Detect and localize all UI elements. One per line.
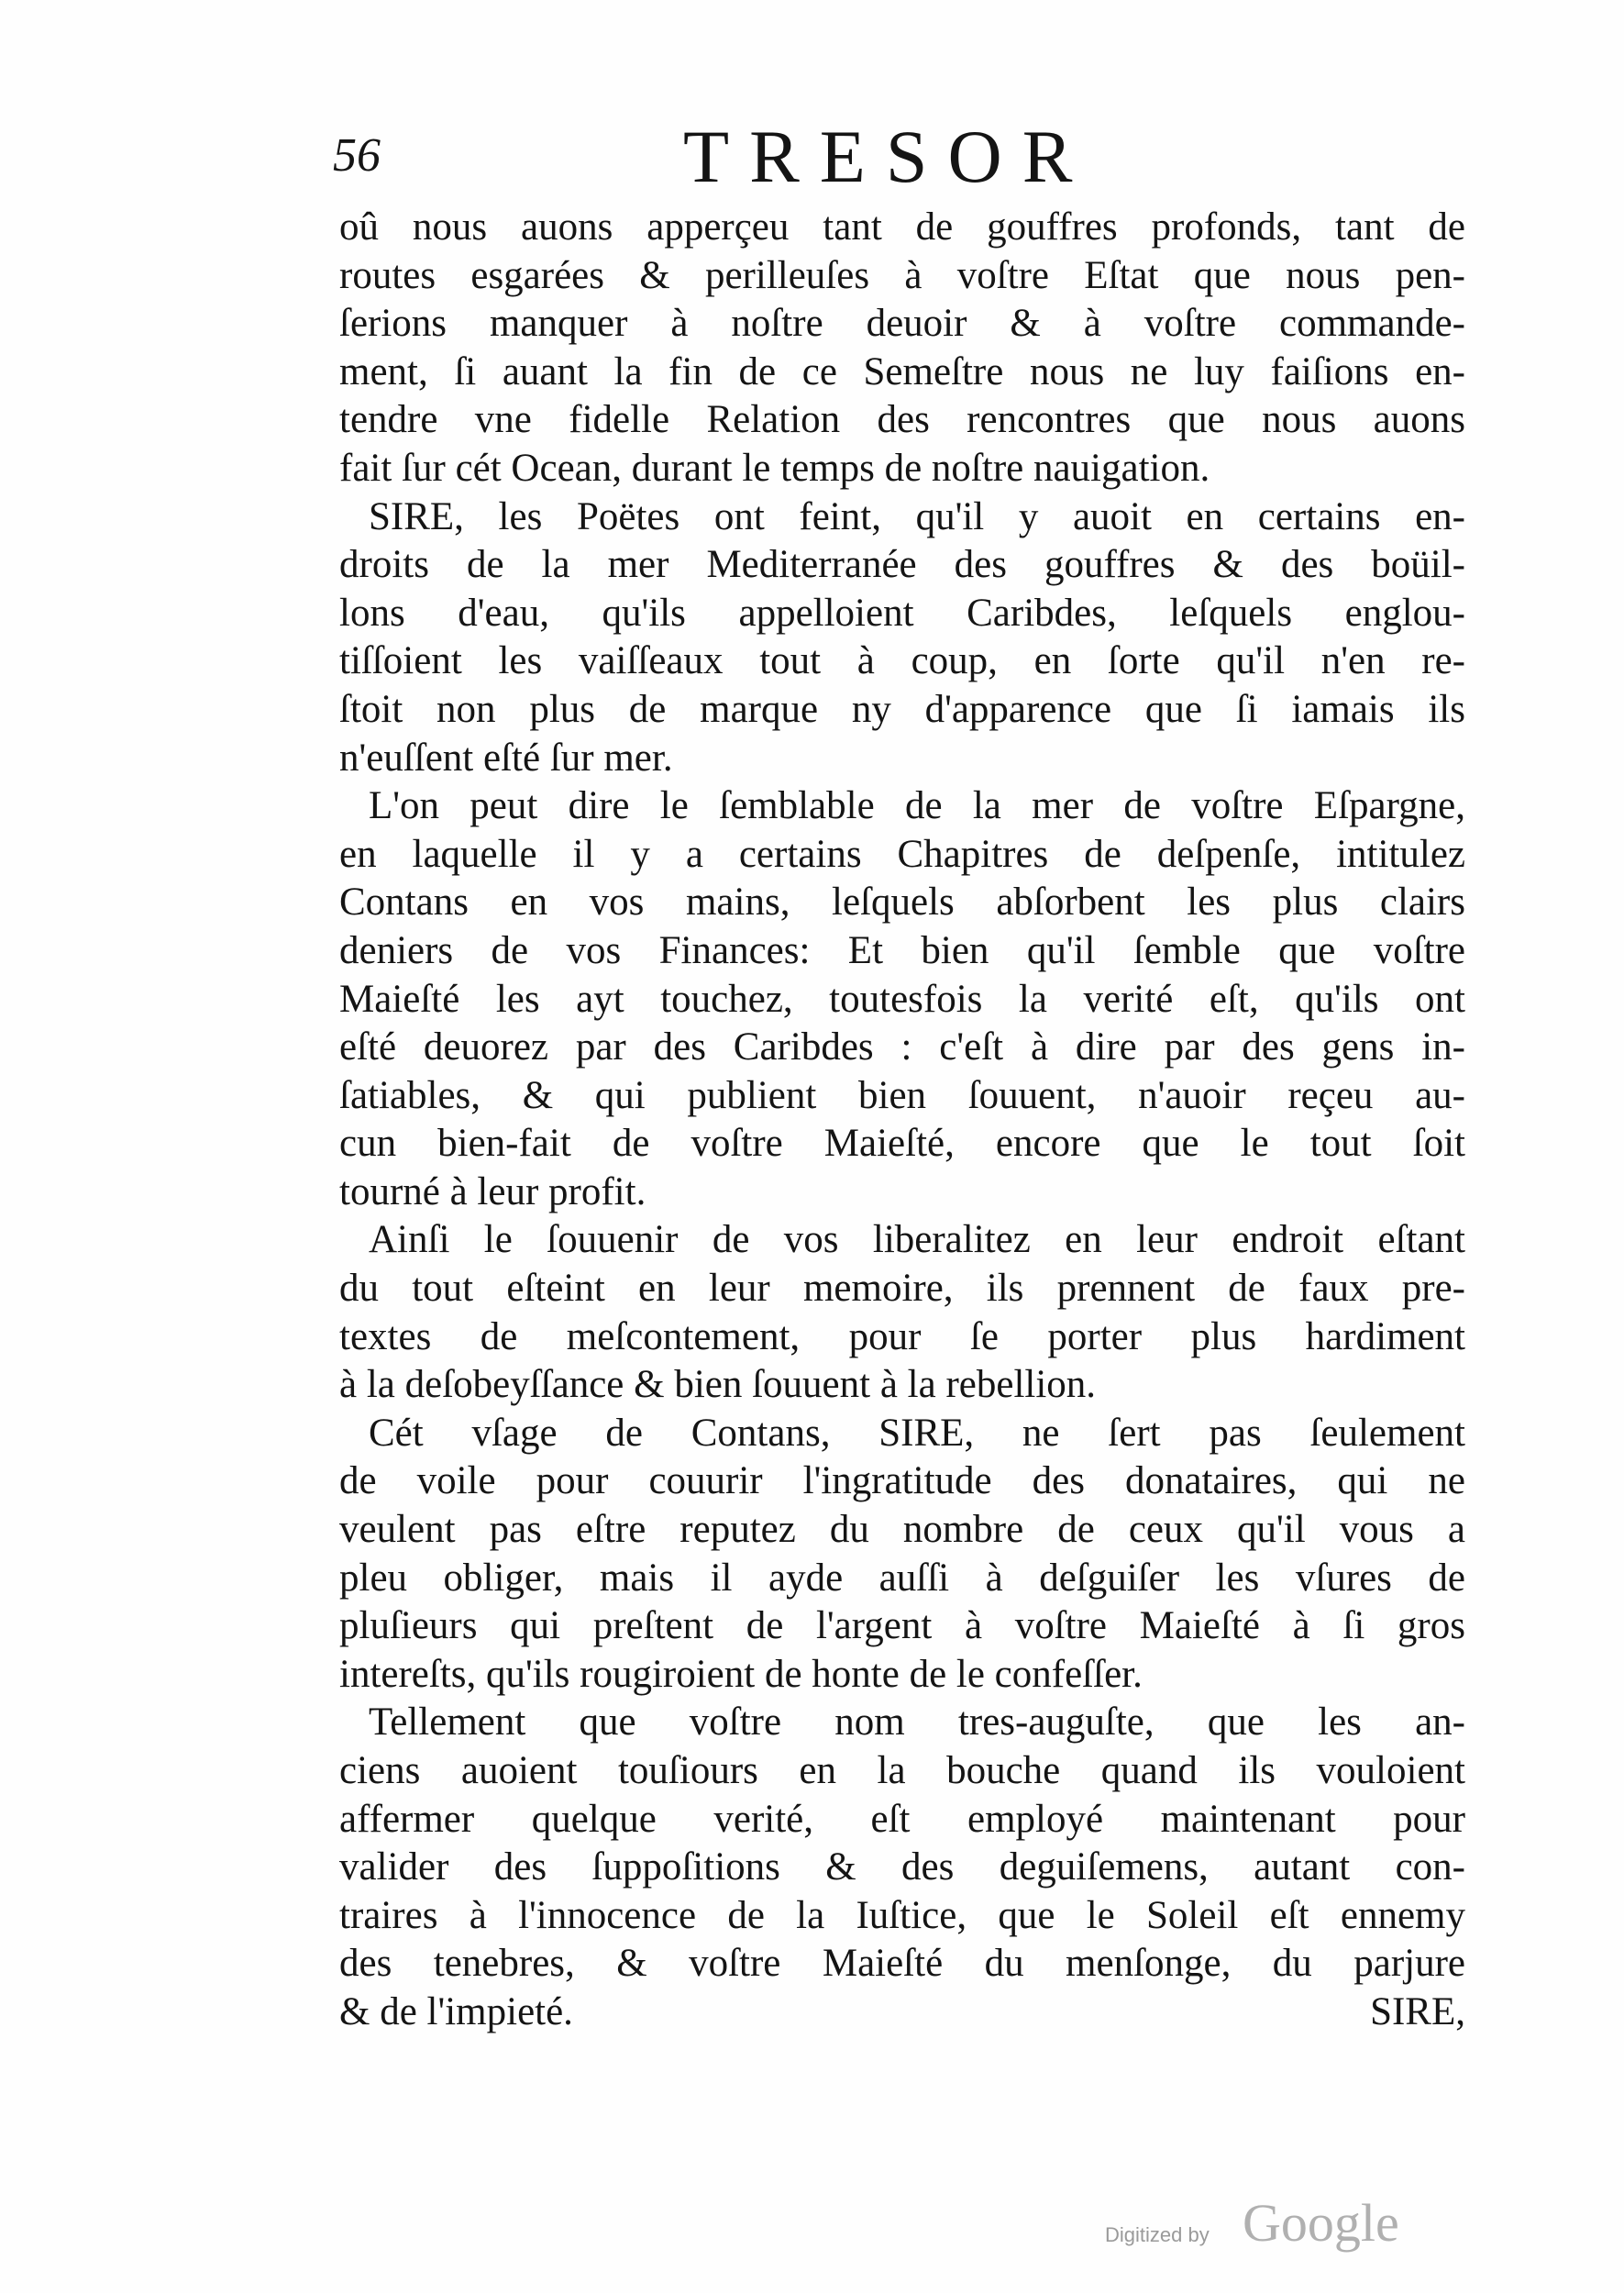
text-line: ciens auoient touſiours en la bouche quand ils vouloient <box>339 1749 1465 1792</box>
text-line-with-catchword <box>339 1988 1465 2037</box>
text-line: SIRE, les Poëtes ont feint, qu'il y auoit en certains en- <box>369 494 1465 538</box>
text-line: Ainſi le ſouuenir de vos liberalitez en leur endroit eſtant <box>369 1218 1465 1262</box>
running-title: TRESOR <box>683 115 1093 198</box>
text-line: veulent pas eſtre reputez du nombre de ceux qu'il vous a <box>339 1508 1465 1552</box>
text-line: en laquelle il y a certains Chapitres de deſpenſe, intitulez <box>339 832 1465 876</box>
text-line: ſerions manquer à noſtre deuoir & à voſtre commande- <box>339 302 1465 346</box>
text-line: pleu obliger, mais il ayde auſſi à deſguiſer les vſures de <box>339 1556 1465 1600</box>
text-line: cun bien-fait de voſtre Maieſté, encore que le tout ſoit <box>339 1122 1465 1166</box>
text-line: eſté deuorez par des Caribdes : c'eſt à dire par des gens in- <box>339 1025 1465 1069</box>
text-line: Tellement que voſtre nom tres-auguſte, que les an- <box>369 1700 1465 1745</box>
body-text <box>339 204 1465 2037</box>
text-line: ſtoit non plus de marque ny d'apparence que ſi iamais ils <box>339 687 1465 731</box>
text-line: fait ſur cét Ocean, durant le temps de noſtre nauigation. <box>339 446 1210 490</box>
text-line: pluſieurs qui preſtent de l'argent à voſtre Maieſté à ſi gros <box>339 1604 1465 1648</box>
text-line: à la deſobeyſſance & bien ſouuent à la rebellion. <box>339 1363 1097 1407</box>
page-header <box>326 110 1472 197</box>
text-line: tendre vne fidelle Relation des rencontres que nous auons <box>339 398 1465 442</box>
text-line: des tenebres, & voſtre Maieſté du menſonge, du parjure <box>339 1942 1465 1986</box>
text-line: affermer quelque verité, eſt employé maintenant pour <box>339 1797 1465 1841</box>
text-line: intereſts, qu'ils rougiroient de honte de le confeſſer. <box>339 1652 1143 1696</box>
text-line: L'on peut dire le ſemblable de la mer de voſtre Eſpargne, <box>369 784 1465 828</box>
text-line: traires à l'innocence de la Iuſtice, que le Soleil eſt ennemy <box>339 1893 1465 1937</box>
text-line: de voile pour couurir l'ingratitude des donataires, qui ne <box>339 1459 1465 1503</box>
text-line: droits de la mer Mediterranée des gouffres & des boüil- <box>339 543 1465 587</box>
text-line: & de l'impieté. <box>339 1989 573 2033</box>
google-logo: Google <box>1243 2193 1399 2253</box>
text-line: deniers de vos Finances: Et bien qu'il ſemble que voſtre <box>339 928 1465 972</box>
text-line: ſatiables, & qui publient bien ſouuent, n'auoir reçeu au- <box>339 1073 1465 1117</box>
text-line: tiſſoient les vaiſſeaux tout à coup, en ſorte qu'il n'en re- <box>339 639 1465 683</box>
text-line: ment, ſi auant la fin de ce Semeſtre nous ne luy faiſions en- <box>339 349 1465 393</box>
text-line: du tout eſteint en leur memoire, ils prennent de faux pre- <box>339 1267 1465 1311</box>
text-line: Cét vſage de Contans, SIRE, ne ſert pas ſeulement <box>369 1411 1465 1455</box>
text-line: Contans en vos mains, leſquels abſorbent les plus clairs <box>339 881 1465 925</box>
google-watermark <box>1105 2192 1444 2256</box>
text-line: lons d'eau, qu'ils appelloient Caribdes, leſquels englou- <box>339 591 1465 635</box>
text-line: tourné à leur profit. <box>339 1169 646 1213</box>
digitized-by-label: Digitized by <box>1105 2223 1210 2246</box>
text-line: oû nous auons apperçeu tant de gouffres profonds, tant de <box>339 205 1465 249</box>
text-line: n'euſſent eſté ſur mer. <box>339 736 673 780</box>
text-line: valider des ſuppoſitions & des deguiſemens, autant con- <box>339 1845 1465 1889</box>
text-line: routes esgarées & perilleuſes à voſtre Eſtat que nous pen- <box>339 253 1465 297</box>
page-number: 56 <box>333 129 381 182</box>
text-line: Maieſté les ayt touchez, toutesfois la verité eſt, qu'ils ont <box>339 977 1465 1021</box>
catchword: SIRE, <box>1370 1989 1465 2033</box>
text-line: textes de meſcontement, pour ſe porter plus hardiment <box>339 1314 1465 1358</box>
